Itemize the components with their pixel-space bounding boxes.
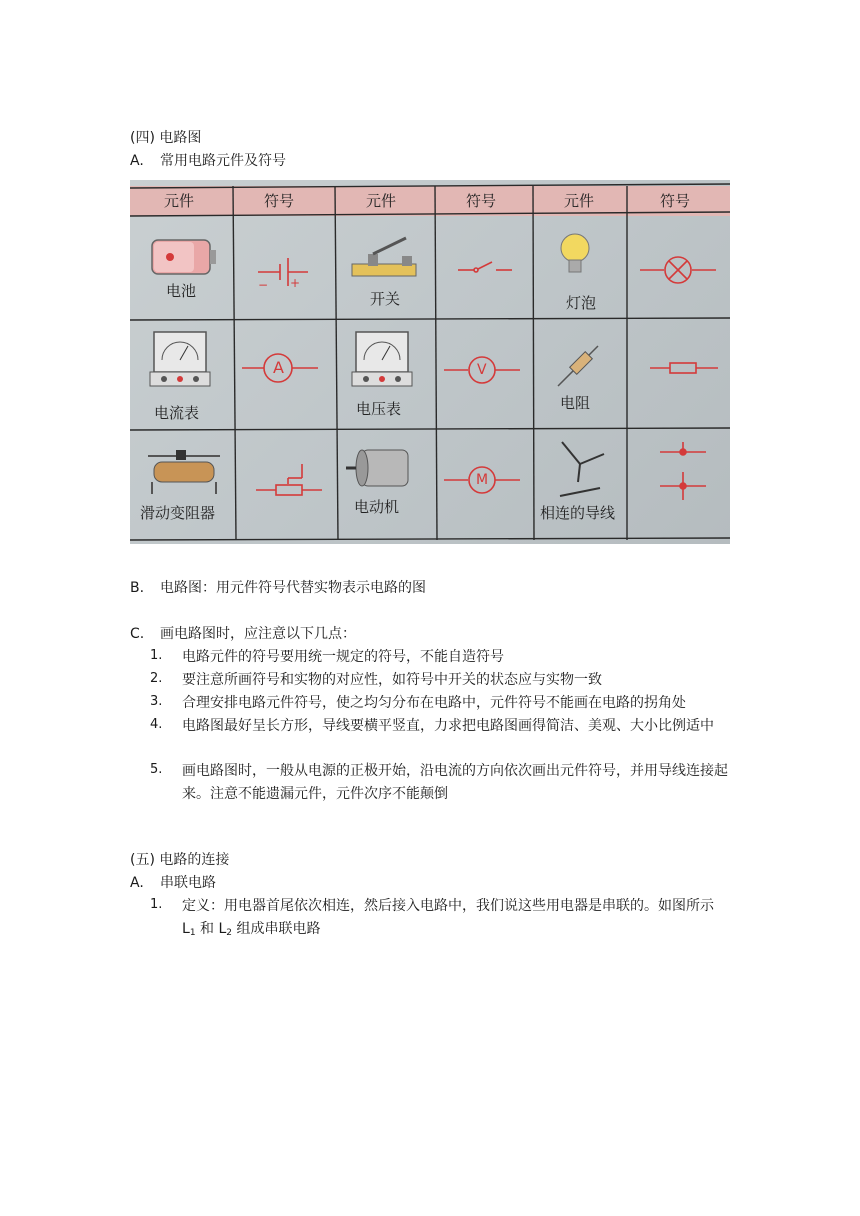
section-4-c-marker: C.: [130, 626, 145, 642]
rheostat-illustration: [148, 450, 220, 494]
list-item-text: 要注意所画符号和实物的对应性，如符号中开关的状态应与实物一致: [182, 672, 602, 688]
resistor-symbol: [650, 363, 718, 373]
list-item-number: 1.: [150, 648, 163, 663]
list-item-number: 4.: [150, 717, 163, 732]
rheostat-symbol: [256, 464, 322, 495]
section-4-b-text: 电路图：用元件符号代替实物表示电路的图: [160, 580, 426, 596]
switch-symbol: [458, 262, 512, 272]
table-header-symbol-2: 符号: [466, 192, 497, 210]
battery-plus-label: +: [290, 276, 301, 290]
list-item-number: 1.: [150, 897, 163, 912]
section-5-a-marker: A.: [130, 875, 144, 891]
motor-illustration: [346, 450, 408, 486]
table-header-symbol-1: 符号: [264, 192, 295, 210]
table-header-component-2: 元件: [366, 192, 397, 210]
voltmeter-illustration: [352, 332, 412, 386]
l1-label: $L_1$: [182, 920, 196, 938]
bulb-symbol: [640, 257, 716, 283]
label-connected-wires: 相连的导线: [540, 504, 616, 522]
l2-label: $L_2$: [218, 920, 232, 938]
series-definition-text: 定义：用电器首尾依次相连，然后接入电路中，我们说这些用电器是串联的。如图所示 $L_1$ 和 $L_2$ 组成串联电路: [182, 898, 714, 938]
label-battery: 电池: [166, 282, 197, 300]
list-item-number: 2.: [150, 671, 163, 686]
list-item-text: 合理安排电路元件符号，使之均匀分布在电路中，元件符号不能画在电路的拐角处: [182, 695, 686, 711]
label-motor: 电动机: [354, 498, 400, 516]
connected-wires-illustration: [560, 442, 604, 496]
label-voltmeter: 电压表: [356, 400, 402, 418]
list-item-text: 画电路图时，一般从电源的正极开始，沿电流的方向依次画出元件符号，并用导线连接起来。注意不能遗漏元件，元件次序不能颠倒: [182, 763, 728, 802]
section-5-title: (五) 电路的连接: [130, 852, 230, 868]
connected-wires-symbol: [660, 442, 706, 500]
list-item-text: 电路元件的符号要用统一规定的符号，不能自造符号: [182, 649, 504, 665]
section-4-c-text: 画电路图时，应注意以下几点：: [160, 626, 356, 642]
list-item-number: 5.: [150, 762, 163, 777]
circuit-symbols-table-photo: [130, 180, 730, 544]
resistor-illustration: [558, 346, 598, 386]
table-header-component-1: 元件: [164, 192, 195, 210]
list-item-number: 3.: [150, 694, 163, 709]
ammeter-illustration: [150, 332, 210, 386]
section-4-b-marker: B.: [130, 580, 145, 596]
battery-minus-label: −: [258, 278, 269, 292]
section-4-title: (四) 电路图: [130, 130, 202, 146]
label-switch: 开关: [370, 290, 401, 308]
voltmeter-letter: V: [477, 362, 487, 378]
table-header-symbol-3: 符号: [660, 192, 691, 210]
bulb-illustration: [561, 234, 589, 272]
list-item-text: 电路图最好呈长方形，导线要横平竖直，力求把电路图画得简洁、美观、大小比例适中: [182, 718, 714, 734]
motor-letter: M: [476, 472, 489, 488]
label-resistor: 电阻: [560, 394, 591, 412]
section-5-a-heading: 串联电路: [160, 875, 216, 891]
switch-illustration: [352, 238, 416, 276]
label-bulb: 灯泡: [566, 294, 597, 312]
label-rheostat: 滑动变阻器: [140, 504, 216, 522]
section-4-a-heading: 常用电路元件及符号: [160, 153, 286, 169]
section-4-a-marker: A.: [130, 153, 144, 169]
label-ammeter: 电流表: [154, 404, 200, 422]
table-header-component-3: 元件: [564, 192, 595, 210]
battery-illustration: [152, 240, 216, 274]
ammeter-letter: A: [273, 358, 284, 377]
